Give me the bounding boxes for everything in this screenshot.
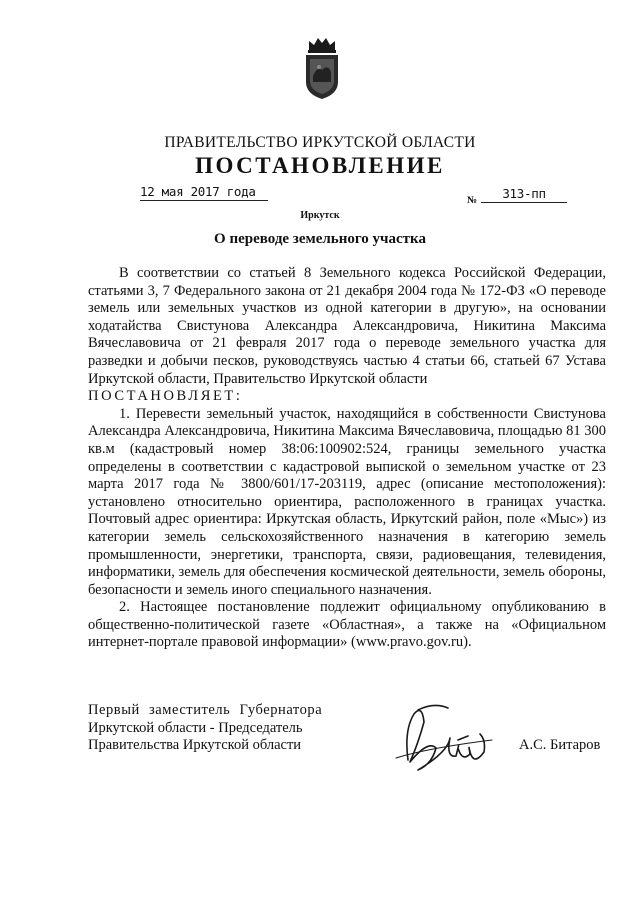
document-date: 12 мая 2017 года (140, 184, 268, 201)
number-sign: № (467, 195, 478, 206)
document-type: ПОСТАНОВЛЕНИЕ (195, 153, 445, 178)
document-subject: О переводе земельного участка (214, 231, 426, 247)
decree-word: ПОСТАНОВЛЯЕТ: (88, 388, 243, 405)
signer-name: А.С. Битаров (519, 737, 601, 753)
preamble-paragraph: В соответствии со статьей 8 Земельного кодекса Российской Федерации, статьями 3, 7 Федерального закона от 21 декабря 2004 года № 172-ФЗ «О переводе земель или земельных участков из одной категории в другую», на основании ходатайства Свистунова Александра Александровича, Никитина Максима Вячеславовича от 21 февраля 2017 года о переводе земельного участка для разведки и добычи песков, руководствуясь частью 4 статьи 66, статьей 67 Устава Иркутской области, Правительство Иркутской области (88, 265, 606, 387)
document-body (88, 265, 606, 652)
coat-of-arms-icon (302, 36, 342, 100)
position-line-3: Правительства Иркутской области (88, 737, 302, 754)
document-number: 313-пп (481, 186, 567, 203)
decree-item-2: 2. Настоящее постановление подлежит официальному опубликованию в общественно-политической газете «Областная», а также на «Официальном интернет-портале правовой информации» (www.pravo.gov.ru). (88, 599, 606, 651)
decree-item-1: 1. Перевести земельный участок, находящийся в собственности Свистунова Александра Александровича, Никитина Максима Вячеславовича, площадью 81 300 кв.м (кадастровый номер 38:06:100902:524, границы земельного участка определены в соответствии с кадастровой выпиской о земельном участке от 23 марта 2017 года № 3800/601/17-203119, адрес (описание местоположения): установлено относительно ориентира, расположенного в границах участка. Почтовый адрес ориентира: Иркутская область, Иркутский район, поле «Мыс») из категории земель сельскохозяйственного назначения в категорию земель промышленности, энергетики, транспорта, связи, радиовещания, телевидения, информатики, земель для обеспечения космической деятельности, земель обороны, безопасности и земель иного специального назначения. (88, 405, 607, 598)
document-city: Иркутск (300, 210, 340, 221)
position-line-2: Иркутской области - Председатель (88, 719, 303, 736)
handwritten-signature (388, 700, 500, 780)
signer-position (88, 702, 322, 755)
position-line-1: Первый заместитель Губернатора (88, 702, 323, 718)
organization-title: ПРАВИТЕЛЬСТВО ИРКУТСКОЙ ОБЛАСТИ (164, 134, 476, 151)
